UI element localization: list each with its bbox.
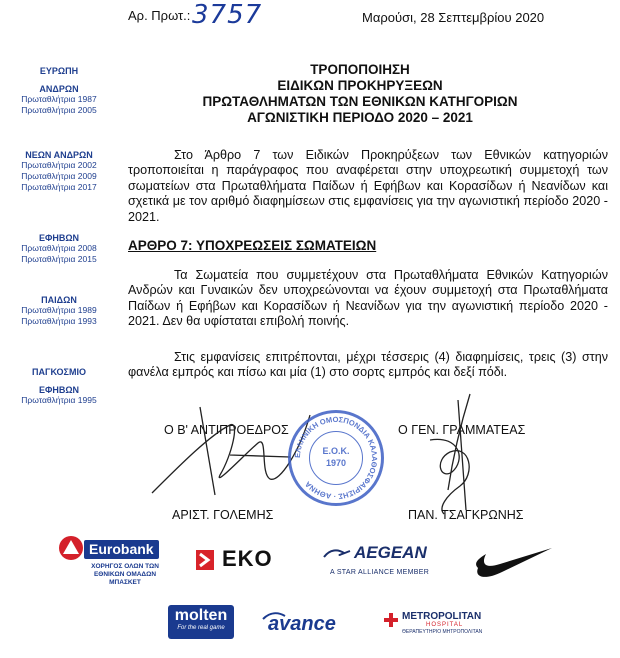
signatory-right-title: Ο ΓΕΝ. ΓΡΑΜΜΑΤΕΑΣ [398, 423, 526, 437]
signatory-left-name: ΑΡΙΣΤ. ΓΟΛΕΜΗΣ [172, 508, 274, 522]
sidebar-item: Πρωταθλήτρια 1989 [21, 305, 97, 315]
sidebar-item: Πρωταθλήτρια 2005 [21, 105, 97, 115]
stamp-center-line-1: Ε.Ο.Κ. [322, 446, 350, 456]
sidebar-item: Πρωταθλήτρια 2015 [21, 254, 97, 264]
eurobank-caption [78, 563, 172, 587]
molten-logo [168, 605, 234, 639]
title-line-3: ΠΡΩΤΑΘΛΗΜΑΤΩΝ ΤΩΝ ΕΘΝΙΚΩΝ ΚΑΤΗΓΟΡΙΩΝ [202, 94, 518, 109]
sidebar-heading-kids: ΠΑΙΔΩΝ [41, 295, 77, 305]
medical-cross-icon [384, 613, 398, 627]
sidebar-item: Πρωταθλήτρια 1995 [21, 395, 97, 405]
federation-stamp [288, 410, 384, 506]
eko-mark-icon [196, 550, 214, 570]
sidebar-heading-juniors: ΕΦΗΒΩΝ [38, 233, 80, 243]
avance-wordmark: avance [268, 613, 336, 635]
sidebar-heading-young-men: ΝΕΩΝ ΑΝΔΡΩΝ [25, 150, 93, 160]
aegean-wordmark: AEGEAN [354, 543, 427, 562]
title-line-2: ΕΙΔΙΚΩΝ ΠΡΟΚΗΡΥΞΕΩΝ [277, 78, 443, 93]
sidebar-item: Πρωταθλήτρια 2017 [21, 182, 97, 192]
molten-tagline: For the real game [177, 625, 225, 631]
article-paragraph-2: Στις εμφανίσεις επιτρέπονται, μέχρι τέσσερις (4) διαφημίσεις, τρεις (3) στην φανέλα εμπρός και πίσω και μία (1) στο σορτς εμπρός και δεξί πόδι. [128, 350, 608, 380]
bird-icon [322, 545, 352, 563]
eko-wordmark: EKO [222, 546, 273, 571]
sidebar-heading-men: ΑΝΔΡΩΝ [39, 84, 79, 94]
document-title [170, 62, 550, 126]
aegean-logo [322, 541, 452, 581]
article-paragraph-1: Τα Σωματεία που συμμετέχουν στα Πρωταθλήματα Εθνικών Κατηγοριών Ανδρών και Γυναικών δεν υποχρεώνονται να έχουν συμμετοχή στα Πρωταθλήματα Παίδων ή Εφήβων και Κορασίδων ή Νεανίδων για την αγωνιστική περίοδο 2020 - 2021. Δεν θα υφίσταται επιβολή ποινής. [128, 268, 608, 329]
eurobank-logo [58, 535, 170, 585]
sidebar-item: Πρωταθλήτρια 2009 [21, 171, 97, 181]
sidebar-item: Πρωταθλήτρια 1993 [21, 316, 97, 326]
protocol-label: Αρ. Πρωτ.: [128, 8, 191, 23]
aegean-caption: A STAR ALLIANCE MEMBER [330, 569, 430, 576]
article-heading: ΑΡΘΡΟ 7: ΥΠΟΧΡΕΩΣΕΙΣ ΣΩΜΑΤΕΙΩΝ [128, 238, 377, 253]
sidebar-item: Πρωταθλήτρια 2008 [21, 243, 97, 253]
document-date: Μαρούσι, 28 Σεπτεμβρίου 2020 [362, 10, 545, 25]
avance-logo [262, 611, 362, 637]
stamp-center-line-2: 1970 [325, 458, 347, 468]
protocol-number: 3757 [192, 0, 263, 30]
title-line-1: ΤΡΟΠΟΠΟΙΗΣΗ [310, 62, 410, 77]
sidebar-item: Πρωταθλήτρια 2002 [21, 160, 97, 170]
eurobank-caption-line-1: ΧΟΡΗΓΟΣ ΟΛΩΝ ΤΩΝ [91, 563, 159, 570]
honors-sidebar [0, 60, 118, 406]
signatory-right-name: ΠΑΝ. ΤΣΑΓΚΡΩΝΗΣ [408, 508, 524, 522]
swoosh-icon [472, 540, 556, 580]
nike-logo [472, 540, 556, 580]
sidebar-heading-world: ΠΑΓΚΟΣΜΙΟ [32, 367, 86, 377]
eurobank-wordmark: Eurobank [84, 540, 159, 559]
metropolitan-logo [384, 611, 494, 641]
signatory-left-title: Ο Β' ΑΝΤΙΠΡΟΕΔΡΟΣ [164, 423, 289, 437]
stamp-ring-text: ΕΛΛΗΝΙΚΗ ΟΜΟΣΠΟΝΔΙΑ ΚΑΛΑΘΟΣΦΑΙΡΙΣΗΣ · ΑΘΗΝΑ [292, 414, 380, 502]
eko-logo [196, 548, 306, 572]
molten-wordmark: molten [174, 607, 228, 624]
sidebar-item: Πρωταθλήτρια 1987 [21, 94, 97, 104]
eurobank-caption-line-2: ΕΘΝΙΚΩΝ ΟΜΑΔΩΝ ΜΠΑΣΚΕΤ [93, 571, 157, 586]
right-signature [400, 390, 500, 520]
intro-paragraph: Στο Άρθρο 7 των Ειδικών Προκηρύξεων των Εθνικών κατηγοριών τροποποιείται η παράγραφος που αναφέρεται στην υποχρεωτική συμμετοχή των σωματείων στα Πρωταθλήματα Παίδων ή Εφήβων και Κορασίδων ή Νεανίδων και σχετικά με τον αριθμό διαφημίσεων στις εμφανίσεις για την αγωνιστική περίοδο 2020 - 2021. [128, 148, 608, 224]
sidebar-heading-europe: ΕΥΡΩΠΗ [39, 66, 79, 76]
metropolitan-wordmark: METROPOLITAN [402, 611, 482, 622]
metropolitan-greek-label: ΘΕΡΑΠΕΥΤΗΡΙΟ ΜΗΤΡΟΠΟΛΙΤΑΝ [402, 629, 483, 635]
sidebar-heading-world-juniors: ΕΦΗΒΩΝ [38, 385, 80, 395]
metropolitan-hospital-label: HOSPITAL [426, 622, 464, 628]
title-line-4: ΑΓΩΝΙΣΤΙΚΗ ΠΕΡΙΟΔΟ 2020 – 2021 [247, 110, 473, 125]
eurobank-mark-icon [58, 535, 84, 561]
